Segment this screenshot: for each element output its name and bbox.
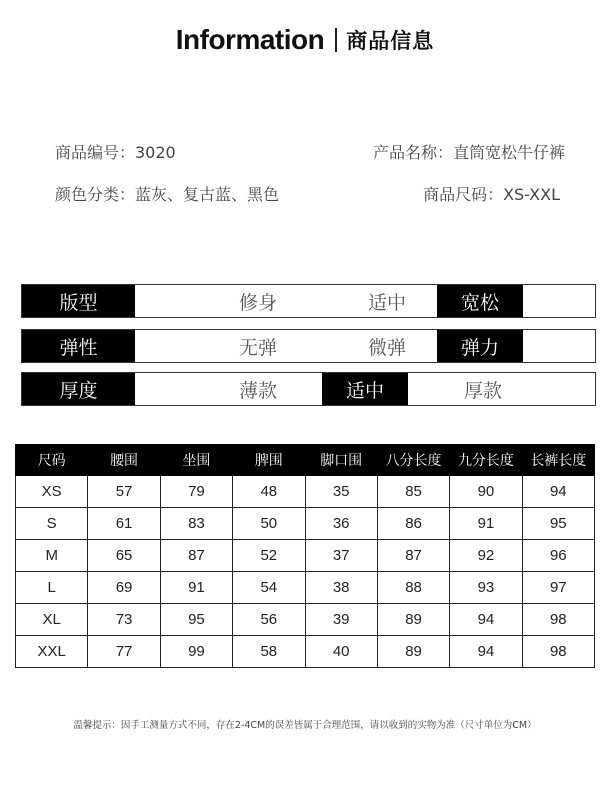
feature-option-selected: 适中 [322,373,408,405]
table-cell: 54 [233,572,305,604]
feature-option-selected: 弹力 [437,330,523,362]
title-english: Information [175,24,325,55]
table-cell: 40 [305,636,377,668]
table-cell: 77 [88,636,160,668]
table-cell: 93 [450,572,522,604]
table-cell: 79 [160,476,232,508]
feature-row-stretch [21,329,596,363]
table-cell: 87 [377,540,449,572]
table-cell: 35 [305,476,377,508]
table-cell: 61 [88,508,160,540]
page-header [0,22,610,58]
table-cell: 57 [88,476,160,508]
table-cell: 83 [160,508,232,540]
table-header-row [16,445,595,476]
info-row-2 [55,182,565,205]
table-cell: 94 [450,604,522,636]
table-cell: 48 [233,476,305,508]
table-row [16,508,595,540]
table-cell: 91 [450,508,522,540]
feature-row-thickness [21,372,596,406]
column-header: 脾围 [233,445,305,476]
column-header: 长裤长度 [522,445,594,476]
table-cell: 89 [377,604,449,636]
column-header: 坐围 [160,445,232,476]
table-cell: 97 [522,572,594,604]
table-row [16,604,595,636]
feature-label: 版型 [22,285,135,317]
table-cell: 88 [377,572,449,604]
measurement-note: 温馨提示：因手工测量方式不同，存在2-4CM的误差皆属于合理范围，请以收到的实物为准（尺寸单位为CM） [73,720,537,731]
feature-option: 适中 [367,291,406,314]
table-cell: 85 [377,476,449,508]
table-cell: L [16,572,88,604]
title-divider [335,28,337,52]
feature-option-selected: 宽松 [437,285,523,317]
info-row-1 [55,140,565,163]
table-cell: 95 [160,604,232,636]
table-cell: 39 [305,604,377,636]
color-options: 颜色分类：蓝灰、复古蓝、黑色 [55,185,280,204]
table-cell: 94 [522,476,594,508]
feature-label: 厚度 [22,373,135,405]
table-cell: 96 [522,540,594,572]
column-header: 九分长度 [450,445,522,476]
table-cell: 37 [305,540,377,572]
item-number: 商品编号：3020 [55,143,176,162]
table-cell: 65 [88,540,160,572]
table-row [16,540,595,572]
table-cell: XS [16,476,88,508]
column-header: 八分长度 [377,445,449,476]
table-cell: 99 [160,636,232,668]
table-cell: 56 [233,604,305,636]
table-row [16,476,595,508]
feature-option: 薄款 [238,379,277,402]
feature-option: 厚款 [463,379,502,402]
table-cell: XXL [16,636,88,668]
size-range: 商品尺码：XS-XXL [423,185,560,204]
feature-row-fit [21,284,596,318]
table-cell: 98 [522,604,594,636]
table-cell: 36 [305,508,377,540]
table-cell: S [16,508,88,540]
table-row [16,572,595,604]
table-cell: 98 [522,636,594,668]
table-cell: 86 [377,508,449,540]
table-cell: 73 [88,604,160,636]
feature-option: 无弹 [238,336,277,359]
title-chinese: 商品信息 [346,29,435,53]
table-cell: 94 [450,636,522,668]
size-chart-table [15,444,595,668]
table-cell: 89 [377,636,449,668]
table-cell: 91 [160,572,232,604]
feature-option: 微弹 [367,336,406,359]
table-cell: 50 [233,508,305,540]
feature-label: 弹性 [22,330,135,362]
product-name: 产品名称：直筒宽松牛仔裤 [372,143,565,162]
table-cell: 92 [450,540,522,572]
table-cell: 58 [233,636,305,668]
table-cell: M [16,540,88,572]
table-cell: 95 [522,508,594,540]
column-header: 脚口围 [305,445,377,476]
table-cell: XL [16,604,88,636]
table-cell: 38 [305,572,377,604]
table-row [16,636,595,668]
table-cell: 87 [160,540,232,572]
feature-option: 修身 [238,291,277,314]
table-cell: 52 [233,540,305,572]
column-header: 尺码 [16,445,88,476]
table-cell: 69 [88,572,160,604]
table-cell: 90 [450,476,522,508]
column-header: 腰围 [88,445,160,476]
